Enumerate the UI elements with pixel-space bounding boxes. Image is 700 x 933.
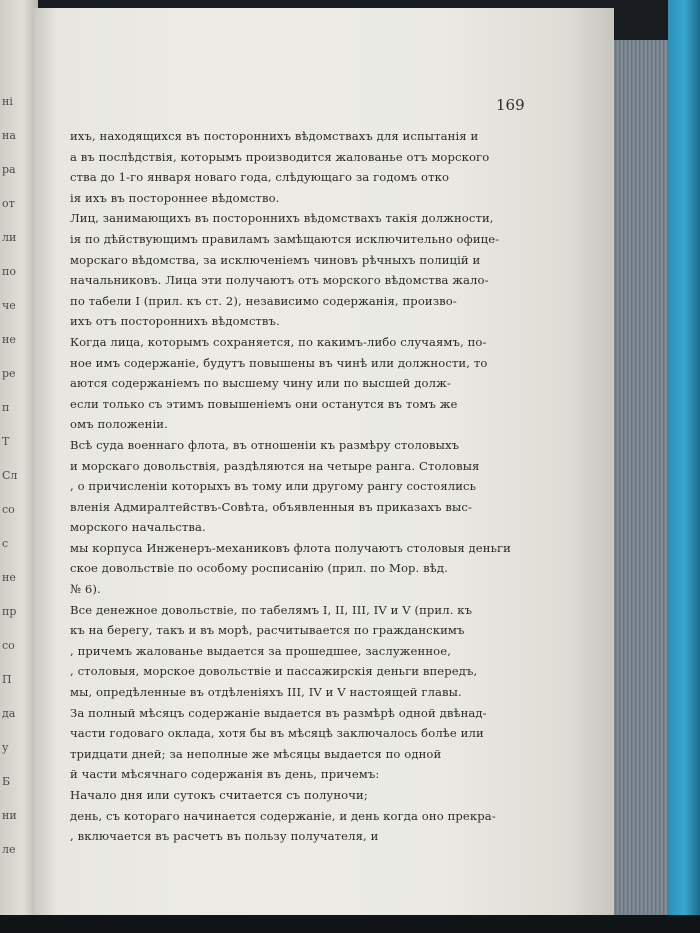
text-line: За полный мѣсяцъ содержаніе выдается въ размѣрѣ одной двѣнад-: [70, 705, 487, 720]
text-line: ія ихъ въ постороннее вѣдомство.: [70, 190, 280, 205]
text-line: ія по дѣйствующимъ правиламъ замѣщаются исключительно офице-: [70, 231, 500, 246]
text-line: тридцати дней; за неполные же мѣсяцы выдается по одной: [70, 746, 442, 761]
text-line: къ на берегу, такъ и въ морѣ, расчитывается по гражданскимъ: [70, 623, 465, 638]
left-page-fragment: от: [2, 197, 15, 210]
left-page-fragment: Б: [2, 775, 11, 788]
text-line: омъ положеніи.: [70, 417, 168, 432]
left-page-fragment: не: [2, 571, 16, 584]
text-line: Когда лица, которымъ сохраняется, по какимъ-либо случаямъ, по-: [70, 334, 487, 349]
left-page-fragment: со: [2, 503, 15, 516]
page-block-edge: [612, 40, 672, 915]
text-line: й части мѣсячнаго содержанія въ день, причемъ:: [70, 767, 380, 782]
left-page-fragment: на: [2, 129, 16, 142]
left-page-fragment: у: [2, 741, 9, 754]
background-bottom: [0, 915, 700, 933]
left-page-edge: [0, 0, 38, 920]
page-number: 169: [496, 96, 525, 114]
left-page-fragment: ра: [2, 163, 16, 176]
left-page-fragment: со: [2, 639, 15, 652]
text-line: , включается въ расчетъ въ пользу получателя, и: [70, 829, 379, 844]
text-line: Всѣ суда военнаго флота, въ отношеніи къ размѣру столовыхъ: [70, 437, 460, 452]
text-line: день, съ котораго начинается содержаніе, и день когда оно прекра-: [70, 808, 496, 823]
text-line: морского начальства.: [70, 520, 206, 535]
text-line: , столовыя, морское довольствіе и пассажирскія деньги впередъ,: [70, 664, 478, 679]
text-line: и морскаго довольствія, раздѣляются на четыре ранга. Столовыя: [70, 458, 480, 473]
text-line: мы корпуса Инженеръ-механиковъ флота получаютъ столовыя деньги: [70, 540, 511, 555]
left-page-fragment: ни: [2, 809, 17, 822]
book-page: [34, 8, 614, 916]
text-line: морскаго вѣдомства, за исключеніемъ чиновъ рѣчныхъ полицій и: [70, 252, 481, 267]
left-page-fragment: ли: [2, 231, 17, 244]
text-line: вленія Адмиралтействъ-Совѣта, объявленныя въ приказахъ выс-: [70, 499, 472, 514]
text-line: ства до 1-го января новаго года, слѣдующаго за годомъ отко: [70, 170, 450, 185]
left-page-fragment: Сл: [2, 469, 18, 482]
left-page-fragment: п: [2, 401, 10, 414]
text-line: по табели I (прил. къ ст. 2), независимо содержанія, произво-: [70, 293, 457, 308]
text-line: Лиц, занимающихъ въ постороннихъ вѣдомствахъ такія должности,: [70, 211, 494, 226]
left-page-fragment: по: [2, 265, 16, 278]
text-line: № 6).: [70, 582, 101, 597]
text-line: Все денежное довольствіе, по табелямъ I, II, III, IV и V (прил. къ: [70, 602, 473, 617]
text-line: а въ послѣдствія, которымъ производится жалованье отъ морского: [70, 149, 490, 164]
left-page-fragment: ле: [2, 843, 16, 856]
left-page-fragment: ре: [2, 367, 16, 380]
text-line: начальниковъ. Лица эти получаютъ отъ морского вѣдомства жало-: [70, 273, 489, 288]
text-line: ихъ, находящихся въ постороннихъ вѣдомствахъ для испытанія и: [70, 129, 479, 143]
text-line: , причемъ жалованье выдается за прошедшее, заслуженное,: [70, 643, 451, 658]
left-page-fragment: да: [2, 707, 16, 720]
text-line: ское довольствіе по особому росписанію (прил. по Мор. вѣд.: [70, 561, 448, 576]
left-page-fragment: Т: [2, 435, 10, 448]
left-page-fragment: П: [2, 673, 12, 686]
text-line: мы, опредѣленные въ отдѣленіяхъ III, IV и V настоящей главы.: [70, 685, 462, 700]
left-page-fragment: не: [2, 333, 16, 346]
left-page-fragment: ні: [2, 95, 13, 108]
text-line: , о причисленіи которыхъ въ тому или другому рангу состоялись: [70, 479, 477, 494]
text-line: если только съ этимъ повышеніемъ они останутся въ томъ же: [70, 396, 458, 411]
left-page-fragment: с: [2, 537, 9, 550]
text-line: части годоваго оклада, хотя бы въ мѣсяцѣ заключалось болѣе или: [70, 726, 484, 741]
text-line: ное имъ содержаніе, будутъ повышены въ чинѣ или должности, то: [70, 355, 488, 370]
text-line: ихъ отъ постороннихъ вѣдомствъ.: [70, 314, 280, 329]
book-cover: [668, 0, 700, 933]
page-text: [70, 126, 530, 847]
text-line: Начало дня или сутокъ считается съ полуночи;: [70, 788, 368, 802]
text-line: аются содержаніемъ по высшему чину или по высшей долж-: [70, 376, 451, 391]
left-page-fragment: пр: [2, 605, 17, 618]
left-page-fragment: че: [2, 299, 16, 312]
